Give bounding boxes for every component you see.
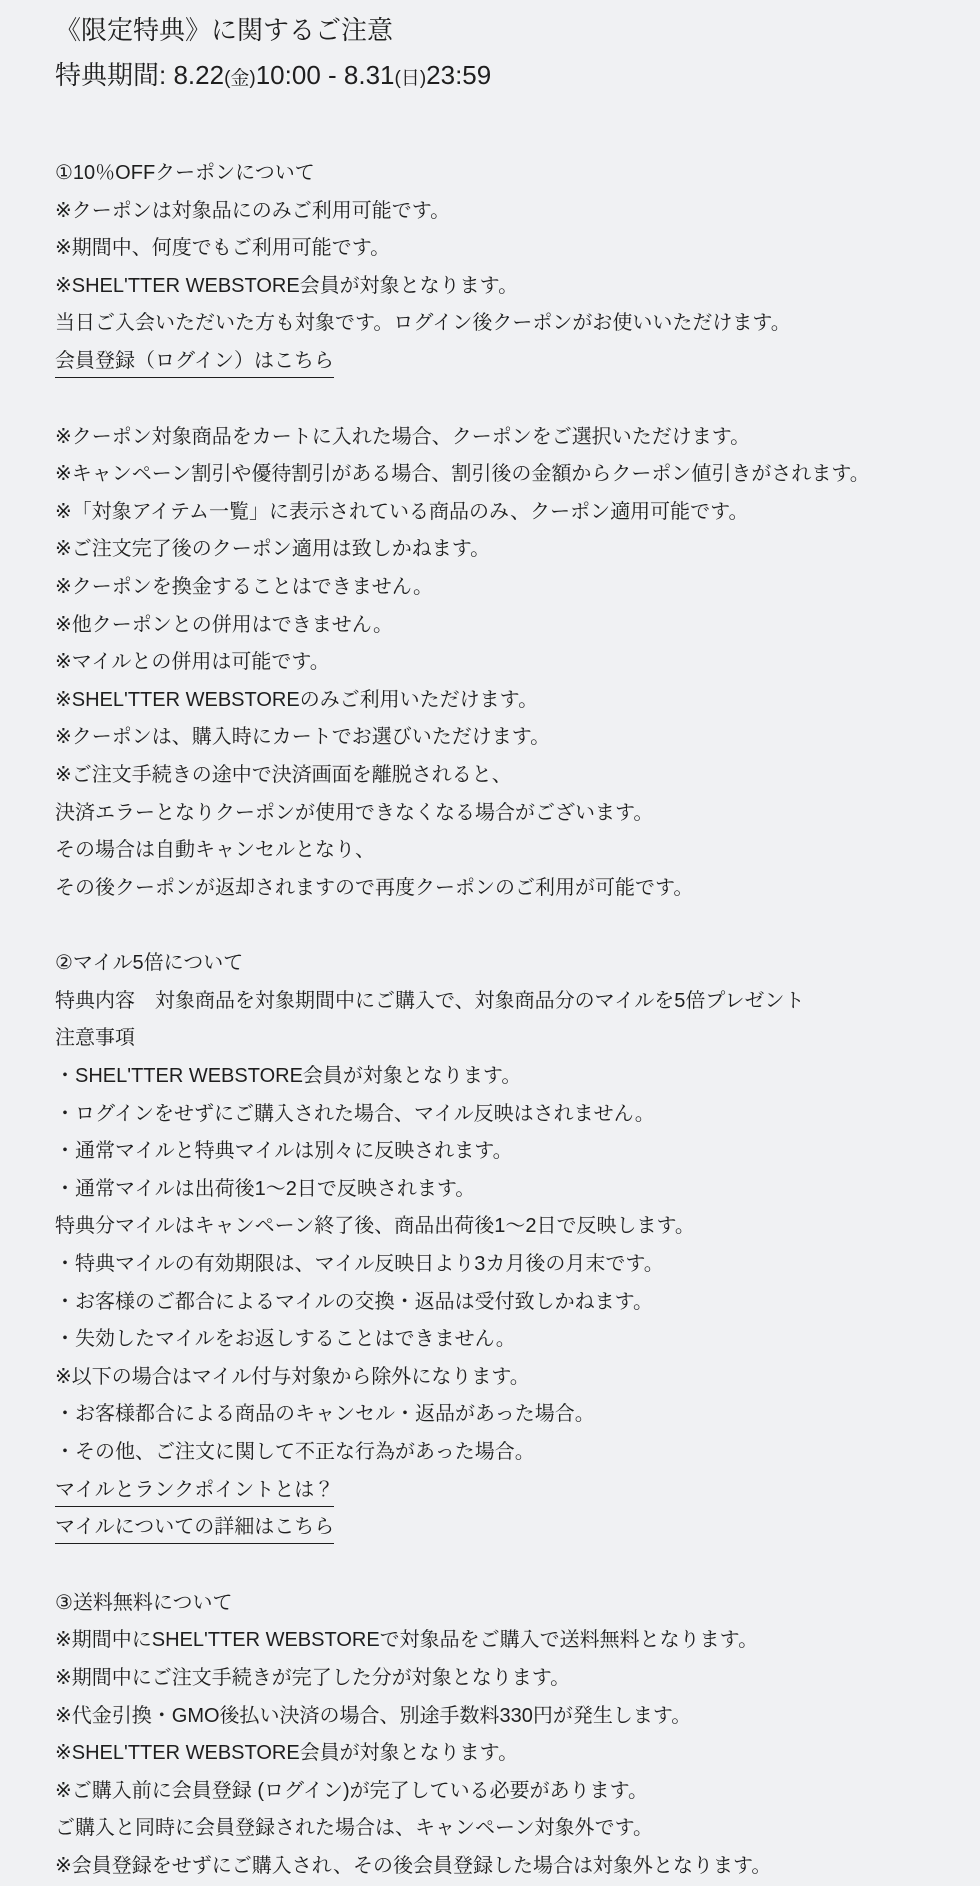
notice-line: ※クーポンは対象品にのみご利用可能です。 bbox=[55, 199, 451, 222]
notice-line: ・通常マイルは出荷後1～2日で反映されます。 bbox=[55, 1177, 476, 1200]
notice-line: ①10％OFFクーポンについて bbox=[55, 162, 315, 184]
notice-line: ※以下の場合はマイル付与対象から除外になります。 bbox=[55, 1365, 530, 1388]
notice-line: ・ログインをせずにご購入された場合、マイル反映はされません。 bbox=[55, 1102, 655, 1125]
period-day-fri: (金) bbox=[224, 68, 256, 89]
page-title: 《限定特典》に関するご注意 bbox=[55, 15, 394, 45]
notice-line: ・お客様都合による商品のキャンセル・返品があった場合。 bbox=[55, 1403, 595, 1426]
notice-line: ・SHEL'TTER WEBSTORE会員が対象となります。 bbox=[55, 1065, 522, 1088]
section-mile-5x bbox=[55, 945, 966, 1547]
notice-line: ※期間中にSHEL'TTER WEBSTOREで対象品をご購入で送料無料となります。 bbox=[55, 1629, 759, 1652]
period-prefix: 特典期間: 8.22 bbox=[55, 60, 225, 90]
notice-line: ※他クーポンとの併用はできません。 bbox=[55, 613, 393, 636]
notice-line: 決済エラーとなりクーポンが使用できなくなる場合がございます。 bbox=[55, 801, 654, 824]
notice-line: ※クーポンは、購入時にカートでお選びいただけます。 bbox=[55, 726, 551, 749]
notice-line: ※期間中、何度でもご利用可能です。 bbox=[55, 237, 391, 260]
notice-line: ※マイルとの併用は可能です。 bbox=[55, 651, 330, 674]
notice-line: ・通常マイルと特典マイルは別々に反映されます。 bbox=[55, 1140, 513, 1163]
mile-rank-points-link[interactable]: マイルとランクポイントとは？ bbox=[55, 1478, 334, 1507]
notice-line: その後クーポンが返却されますので再度クーポンのご利用が可能です。 bbox=[55, 876, 694, 899]
notice-line: ※SHEL'TTER WEBSTOREのみご利用いただけます。 bbox=[55, 688, 539, 711]
link-line bbox=[55, 1472, 966, 1510]
period-middle: 10:00 - 8.31 bbox=[255, 60, 395, 90]
notice-line: ※「対象アイテム一覧」に表示されている商品のみ、クーポン適用可能です。 bbox=[55, 500, 749, 523]
notice-line: 特典内容 対象商品を対象期間中にご購入で、対象商品分のマイルを5倍プレゼント bbox=[55, 989, 805, 1012]
notice-line: ・特典マイルの有効期限は、マイル反映日より3カ月後の月末です。 bbox=[55, 1253, 664, 1276]
section-free-shipping bbox=[55, 1585, 966, 1886]
notice-line: ・お客様のご都合によるマイルの交換・返品は受付致しかねます。 bbox=[55, 1290, 653, 1313]
notice-line: ※会員登録をせずにご購入され、その後会員登録した場合は対象外となります。 bbox=[55, 1854, 772, 1877]
period-day-sun: (日) bbox=[394, 68, 427, 89]
notice-line: ②マイル5倍について bbox=[55, 952, 244, 975]
notice-line: ・失効したマイルをお返しすることはできません。 bbox=[55, 1328, 516, 1351]
notice-line: ※クーポンを換金することはできません。 bbox=[55, 575, 433, 598]
notice-line: 特典分マイルはキャンペーン終了後、商品出荷後1～2日で反映します。 bbox=[55, 1215, 695, 1238]
notice-line: 注意事項 bbox=[55, 1027, 135, 1050]
section-coupon-10off bbox=[55, 155, 966, 381]
notice-line: ※SHEL'TTER WEBSTORE会員が対象となります。 bbox=[55, 274, 519, 297]
notice-line: ※キャンペーン割引や優待割引がある場合、割引後の金額からクーポン値引きがされます。 bbox=[55, 463, 870, 486]
notice-line: その場合は自動キャンセルとなり、 bbox=[55, 839, 375, 862]
notice-line: ※クーポン対象商品をカートに入れた場合、クーポンをご選択いただけます。 bbox=[55, 425, 751, 448]
notice-line: ※ご注文手続きの途中で決済画面を離脱されると、 bbox=[55, 763, 512, 786]
notice-line: ※SHEL'TTER WEBSTORE会員が対象となります。 bbox=[55, 1742, 519, 1765]
notice-line: ・その他、ご注文に関して不正な行為があった場合。 bbox=[55, 1441, 535, 1463]
member-registration-login-link[interactable]: 会員登録（ログイン）はこちら bbox=[55, 349, 334, 378]
period-suffix: 23:59 bbox=[426, 60, 492, 90]
notice-line: ※ご注文完了後のクーポン適用は致しかねます。 bbox=[55, 538, 491, 561]
notice-line: ※期間中にご注文手続きが完了した分が対象となります。 bbox=[55, 1666, 571, 1689]
notice-line: 当日ご入会いただいた方も対象です。ログイン後クーポンがお使いいただけます。 bbox=[55, 312, 791, 335]
benefit-period bbox=[55, 52, 966, 102]
link-line bbox=[55, 1509, 966, 1547]
notice-body bbox=[55, 155, 966, 1886]
notice-line: ③送料無料について bbox=[55, 1591, 233, 1614]
mile-details-link[interactable]: マイルについての詳細はこちら bbox=[55, 1515, 334, 1544]
link-line bbox=[55, 343, 966, 381]
section-coupon-notes bbox=[55, 419, 966, 908]
notice-line: ご購入と同時に会員登録された場合は、キャンペーン対象外です。 bbox=[55, 1817, 653, 1840]
notice-line: ※ご購入前に会員登録 (ログイン)が完了している必要があります。 bbox=[55, 1779, 649, 1802]
notice-line: ※代金引換・GMO後払い決済の場合、別途手数料330円が発生します。 bbox=[55, 1704, 692, 1727]
